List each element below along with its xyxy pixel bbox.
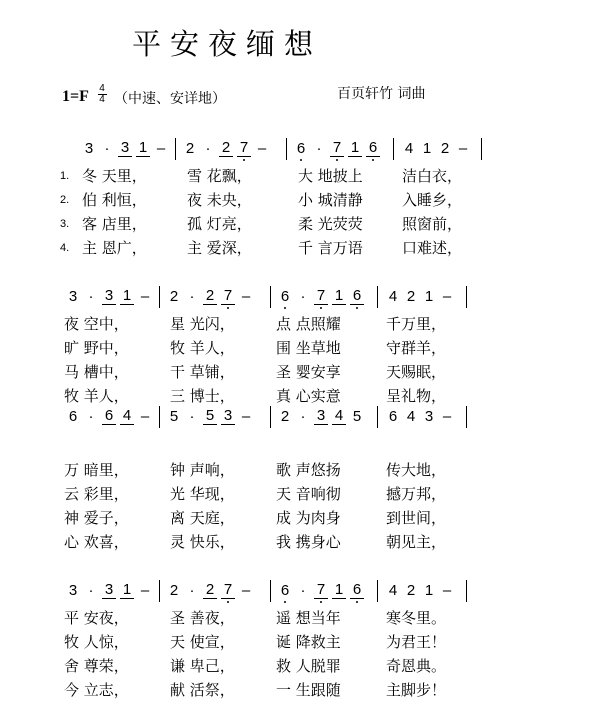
- lyric-line: [0, 608, 610, 628]
- lower-octave-dot: [300, 159, 302, 161]
- lyric-phrase: 成 为肉身: [276, 509, 341, 527]
- dash-note: [440, 408, 454, 425]
- note-text: 7: [223, 287, 233, 304]
- dot-note: [84, 288, 98, 305]
- note: [66, 582, 80, 599]
- note: [314, 582, 328, 599]
- note-text: 6: [352, 287, 362, 304]
- note-text: 1: [424, 288, 434, 305]
- note-text: 1: [138, 139, 148, 156]
- note-text: ·: [88, 408, 94, 425]
- lyric-phrase: 夜 未央，: [187, 191, 252, 209]
- note-text: 6: [352, 581, 362, 598]
- lyric-phrase: 天赐眠，: [386, 363, 447, 381]
- lyric-phrase: 平 安夜，: [64, 609, 129, 627]
- note-text: 4: [388, 582, 398, 599]
- lyric-line: [0, 238, 610, 258]
- lower-octave-dot: [372, 159, 374, 161]
- note: [314, 408, 328, 425]
- lower-octave-dot: [227, 307, 229, 309]
- author-credit: 百页轩竹 词曲: [337, 86, 426, 102]
- lyric-phrase: 照窗前，: [402, 215, 463, 233]
- verse-number: 1.: [60, 170, 70, 182]
- lyric-phrase: 夜 空中，: [64, 315, 129, 333]
- note-text: ·: [189, 582, 195, 599]
- note-text: 2: [440, 140, 450, 157]
- dash-note: [154, 140, 168, 157]
- lyric-phrase: 到世间，: [386, 509, 447, 527]
- note-text: 6: [68, 408, 78, 425]
- lyric-phrase: 伯 利恒，: [82, 191, 147, 209]
- note: [167, 288, 181, 305]
- lyric-phrase: 歌 声悠扬: [276, 461, 341, 479]
- note: [167, 582, 181, 599]
- note: [120, 288, 134, 305]
- dash-note: [138, 288, 152, 305]
- bar-line: [481, 138, 482, 160]
- note: [136, 140, 150, 157]
- note: [82, 140, 96, 157]
- bar-line: [270, 286, 271, 308]
- lyric-phrase: 圣 善夜，: [170, 609, 235, 627]
- note-text: 2: [185, 140, 195, 157]
- lyric-phrase: 小 城清静: [298, 191, 363, 209]
- bar-line: [270, 580, 271, 602]
- lyric-phrase: 撼万邦，: [386, 485, 447, 503]
- note-text: 3: [104, 287, 114, 304]
- lyric-phrase: 孤 灯亮，: [187, 215, 252, 233]
- lyric-phrase: 雪 花飘，: [187, 167, 252, 185]
- note: [203, 582, 217, 599]
- lower-octave-dot: [227, 601, 229, 603]
- verse-number: 3.: [60, 218, 70, 230]
- verse-number: 2.: [60, 194, 70, 206]
- note-text: 4: [404, 140, 414, 157]
- note: [350, 288, 364, 305]
- note: [120, 408, 134, 425]
- lyric-phrase: 献 活祭，: [170, 681, 235, 699]
- time-signature: [96, 84, 108, 105]
- song-title: 平安夜缅想: [132, 27, 323, 61]
- note: [120, 582, 134, 599]
- lower-octave-dot: [356, 601, 358, 603]
- note-text: –: [458, 140, 468, 157]
- note-text: 5: [352, 408, 362, 425]
- lyric-phrase: 诞 降救主: [276, 633, 341, 651]
- bar-line: [159, 406, 160, 428]
- note: [404, 288, 418, 305]
- note-text: 3: [120, 139, 130, 156]
- note-text: 7: [332, 139, 342, 156]
- dot-note: [84, 408, 98, 425]
- lyric-phrase: 光 华现，: [170, 485, 235, 503]
- lyric-line: [0, 656, 610, 676]
- note-text: 1: [122, 581, 132, 598]
- note-text: 6: [368, 139, 378, 156]
- note-text: –: [140, 582, 150, 599]
- lyric-phrase: 呈礼物，: [386, 387, 447, 405]
- lyric-phrase: 牧 人惊，: [64, 633, 129, 651]
- lyric-phrase: 天 使宣，: [170, 633, 235, 651]
- bar-line: [159, 580, 160, 602]
- note: [420, 140, 434, 157]
- note-text: –: [442, 408, 452, 425]
- note: [402, 140, 416, 157]
- lyric-phrase: 主脚步！: [386, 681, 447, 699]
- lyric-phrase: 离 天庭，: [170, 509, 235, 527]
- bar-line: [377, 580, 378, 602]
- lower-octave-dot: [284, 307, 286, 309]
- note-text: –: [442, 288, 452, 305]
- note-text: 6: [280, 288, 290, 305]
- lyric-phrase: 守群羊，: [386, 339, 447, 357]
- dash-note: [440, 288, 454, 305]
- lyric-line: [0, 190, 610, 210]
- note-text: 6: [280, 582, 290, 599]
- note: [183, 140, 197, 157]
- note-text: 1: [334, 581, 344, 598]
- note-text: ·: [316, 140, 322, 157]
- lyric-line: [0, 214, 610, 234]
- note: [118, 140, 132, 157]
- note-text: –: [241, 408, 251, 425]
- dot-note: [201, 140, 215, 157]
- lyric-phrase: 洁白衣，: [402, 167, 463, 185]
- lyric-phrase: 心 欢喜，: [64, 533, 129, 551]
- note: [167, 408, 181, 425]
- lyric-line: [0, 166, 610, 186]
- lyric-line: [0, 632, 610, 652]
- note-text: 3: [424, 408, 434, 425]
- lyric-phrase: 钟 声响，: [170, 461, 235, 479]
- lyric-phrase: 遥 想当年: [276, 609, 341, 627]
- dot-note: [100, 140, 114, 157]
- lyric-phrase: 我 携身心: [276, 533, 341, 551]
- lyric-phrase: 圣 婴安享: [276, 363, 341, 381]
- note-text: 1: [424, 582, 434, 599]
- lower-octave-dot: [336, 159, 338, 161]
- bar-line: [175, 138, 176, 160]
- note-text: ·: [205, 140, 211, 157]
- bar-line: [466, 580, 467, 602]
- note-text: ·: [300, 582, 306, 599]
- lyric-line: [0, 386, 610, 406]
- note: [278, 288, 292, 305]
- lyric-line: [0, 484, 610, 504]
- verse-number: 4.: [60, 242, 70, 254]
- dot-note: [84, 582, 98, 599]
- lyric-phrase: 一 生跟随: [276, 681, 341, 699]
- note-text: –: [257, 140, 267, 157]
- note: [221, 408, 235, 425]
- note-text: 5: [205, 407, 215, 424]
- lyric-phrase: 冬 天里，: [82, 167, 147, 185]
- lyric-phrase: 舍 尊荣，: [64, 657, 129, 675]
- note-text: ·: [300, 408, 306, 425]
- lyric-phrase: 奇恩典。: [386, 657, 447, 675]
- note: [350, 408, 364, 425]
- note-text: 4: [406, 408, 416, 425]
- dash-note: [456, 140, 470, 157]
- lyric-line: [0, 508, 610, 528]
- lyric-phrase: 三 博士，: [170, 387, 235, 405]
- note: [350, 582, 364, 599]
- note: [314, 288, 328, 305]
- lyric-line: [0, 362, 610, 382]
- note: [422, 408, 436, 425]
- lyric-phrase: 朝见主，: [386, 533, 447, 551]
- note-text: 6: [296, 140, 306, 157]
- lyric-phrase: 传大地，: [386, 461, 447, 479]
- note-text: 3: [316, 407, 326, 424]
- lyric-phrase: 客 店里，: [82, 215, 147, 233]
- lyric-line: [0, 338, 610, 358]
- lyric-phrase: 围 坐草地: [276, 339, 341, 357]
- note-text: 2: [406, 288, 416, 305]
- note-text: ·: [300, 288, 306, 305]
- note: [278, 408, 292, 425]
- dot-note: [185, 408, 199, 425]
- note: [332, 582, 346, 599]
- note: [438, 140, 452, 157]
- dash-note: [138, 582, 152, 599]
- notes-row: [0, 408, 610, 430]
- lyric-phrase: 为君王！: [386, 633, 447, 651]
- lyric-phrase: 千 言万语: [298, 239, 363, 257]
- dash-note: [440, 582, 454, 599]
- note: [348, 140, 362, 157]
- note: [422, 582, 436, 599]
- note: [102, 582, 116, 599]
- note: [203, 288, 217, 305]
- note-text: 4: [388, 288, 398, 305]
- lyric-line: [0, 314, 610, 334]
- tempo-marking: （中速、安详地）: [114, 91, 226, 107]
- lyric-phrase: 大 地披上: [298, 167, 363, 185]
- lyric-phrase: 今 立志，: [64, 681, 129, 699]
- bar-line: [466, 286, 467, 308]
- lyric-phrase: 柔 光荧荧: [298, 215, 363, 233]
- key-signature: 1=F: [62, 88, 89, 105]
- note-text: –: [241, 582, 251, 599]
- note: [203, 408, 217, 425]
- note-text: 2: [205, 287, 215, 304]
- dash-note: [239, 288, 253, 305]
- notes-row: [0, 288, 610, 310]
- dash-note: [239, 408, 253, 425]
- bar-line: [377, 286, 378, 308]
- note-text: 2: [280, 408, 290, 425]
- note-text: –: [140, 288, 150, 305]
- note-text: –: [156, 140, 166, 157]
- note: [404, 582, 418, 599]
- note: [294, 140, 308, 157]
- note-text: 3: [84, 140, 94, 157]
- note-text: 2: [406, 582, 416, 599]
- dash-note: [239, 582, 253, 599]
- lower-octave-dot: [320, 601, 322, 603]
- note-text: –: [140, 408, 150, 425]
- note: [66, 288, 80, 305]
- note: [332, 288, 346, 305]
- dot-note: [185, 288, 199, 305]
- note: [278, 582, 292, 599]
- lyric-line: [0, 680, 610, 700]
- note-text: ·: [104, 140, 110, 157]
- note-text: 2: [221, 139, 231, 156]
- lyric-phrase: 入睡乡，: [402, 191, 463, 209]
- dash-note: [255, 140, 269, 157]
- note-text: 4: [334, 407, 344, 424]
- note-text: 6: [388, 408, 398, 425]
- lyric-line: [0, 532, 610, 552]
- lyric-phrase: 主 恩广，: [82, 239, 147, 257]
- note: [102, 288, 116, 305]
- lyric-phrase: 万 暗里，: [64, 461, 129, 479]
- lower-octave-dot: [320, 307, 322, 309]
- note: [221, 582, 235, 599]
- note-text: ·: [88, 288, 94, 305]
- note: [366, 140, 380, 157]
- lower-octave-dot: [284, 601, 286, 603]
- lyric-phrase: 神 爱子，: [64, 509, 129, 527]
- note-text: 7: [316, 287, 326, 304]
- time-signature-bottom: 4: [99, 94, 105, 105]
- dot-note: [296, 408, 310, 425]
- note-text: 2: [169, 288, 179, 305]
- note-text: ·: [189, 288, 195, 305]
- lower-octave-dot: [356, 307, 358, 309]
- bar-line: [270, 406, 271, 428]
- lyric-phrase: 云 彩里，: [64, 485, 129, 503]
- dash-note: [138, 408, 152, 425]
- note: [219, 140, 233, 157]
- note-text: 3: [68, 582, 78, 599]
- dot-note: [296, 288, 310, 305]
- lyric-phrase: 谦 卑己，: [170, 657, 235, 675]
- note: [330, 140, 344, 157]
- bar-line: [377, 406, 378, 428]
- lyric-phrase: 口难述，: [402, 239, 463, 257]
- dot-note: [312, 140, 326, 157]
- notes-row: [0, 140, 610, 162]
- note: [386, 408, 400, 425]
- note: [332, 408, 346, 425]
- dot-note: [185, 582, 199, 599]
- lyric-phrase: 真 心实意: [276, 387, 341, 405]
- note-text: 7: [316, 581, 326, 598]
- note-text: 7: [223, 581, 233, 598]
- lyric-phrase: 千万里，: [386, 315, 447, 333]
- lower-octave-dot: [243, 159, 245, 161]
- note-text: 4: [122, 407, 132, 424]
- lyric-phrase: 主 爱深，: [187, 239, 252, 257]
- note-text: 3: [68, 288, 78, 305]
- bar-line: [286, 138, 287, 160]
- bar-line: [393, 138, 394, 160]
- note: [66, 408, 80, 425]
- note: [102, 408, 116, 425]
- note-text: 5: [169, 408, 179, 425]
- lyric-phrase: 点 点照耀: [276, 315, 341, 333]
- lyric-phrase: 寒冬里。: [386, 609, 447, 627]
- note-text: 7: [239, 139, 249, 156]
- note: [422, 288, 436, 305]
- lyric-phrase: 灵 快乐，: [170, 533, 235, 551]
- lyric-phrase: 天 音响彻: [276, 485, 341, 503]
- bar-line: [159, 286, 160, 308]
- note-text: 1: [350, 139, 360, 156]
- note-text: 6: [104, 407, 114, 424]
- note-text: 1: [334, 287, 344, 304]
- note-text: 2: [205, 581, 215, 598]
- note: [386, 288, 400, 305]
- lyric-phrase: 星 光闪，: [170, 315, 235, 333]
- note-text: –: [442, 582, 452, 599]
- bar-line: [466, 406, 467, 428]
- note-text: –: [241, 288, 251, 305]
- note: [404, 408, 418, 425]
- note-text: 3: [104, 581, 114, 598]
- lyric-phrase: 牧 羊人，: [64, 387, 129, 405]
- lyric-phrase: 牧 羊人，: [170, 339, 235, 357]
- lyric-phrase: 干 草铺，: [170, 363, 235, 381]
- note-text: ·: [88, 582, 94, 599]
- lyric-phrase: 救 人脱罪: [276, 657, 341, 675]
- dot-note: [296, 582, 310, 599]
- note: [386, 582, 400, 599]
- lyric-phrase: 马 槽中，: [64, 363, 129, 381]
- note-text: ·: [189, 408, 195, 425]
- note-text: 1: [122, 287, 132, 304]
- note: [237, 140, 251, 157]
- note-text: 2: [169, 582, 179, 599]
- note-text: 3: [223, 407, 233, 424]
- note-text: 1: [422, 140, 432, 157]
- notes-row: [0, 582, 610, 604]
- time-signature-top: 4: [99, 83, 105, 94]
- lyric-phrase: 旷 野中，: [64, 339, 129, 357]
- lyric-line: [0, 460, 610, 480]
- note: [221, 288, 235, 305]
